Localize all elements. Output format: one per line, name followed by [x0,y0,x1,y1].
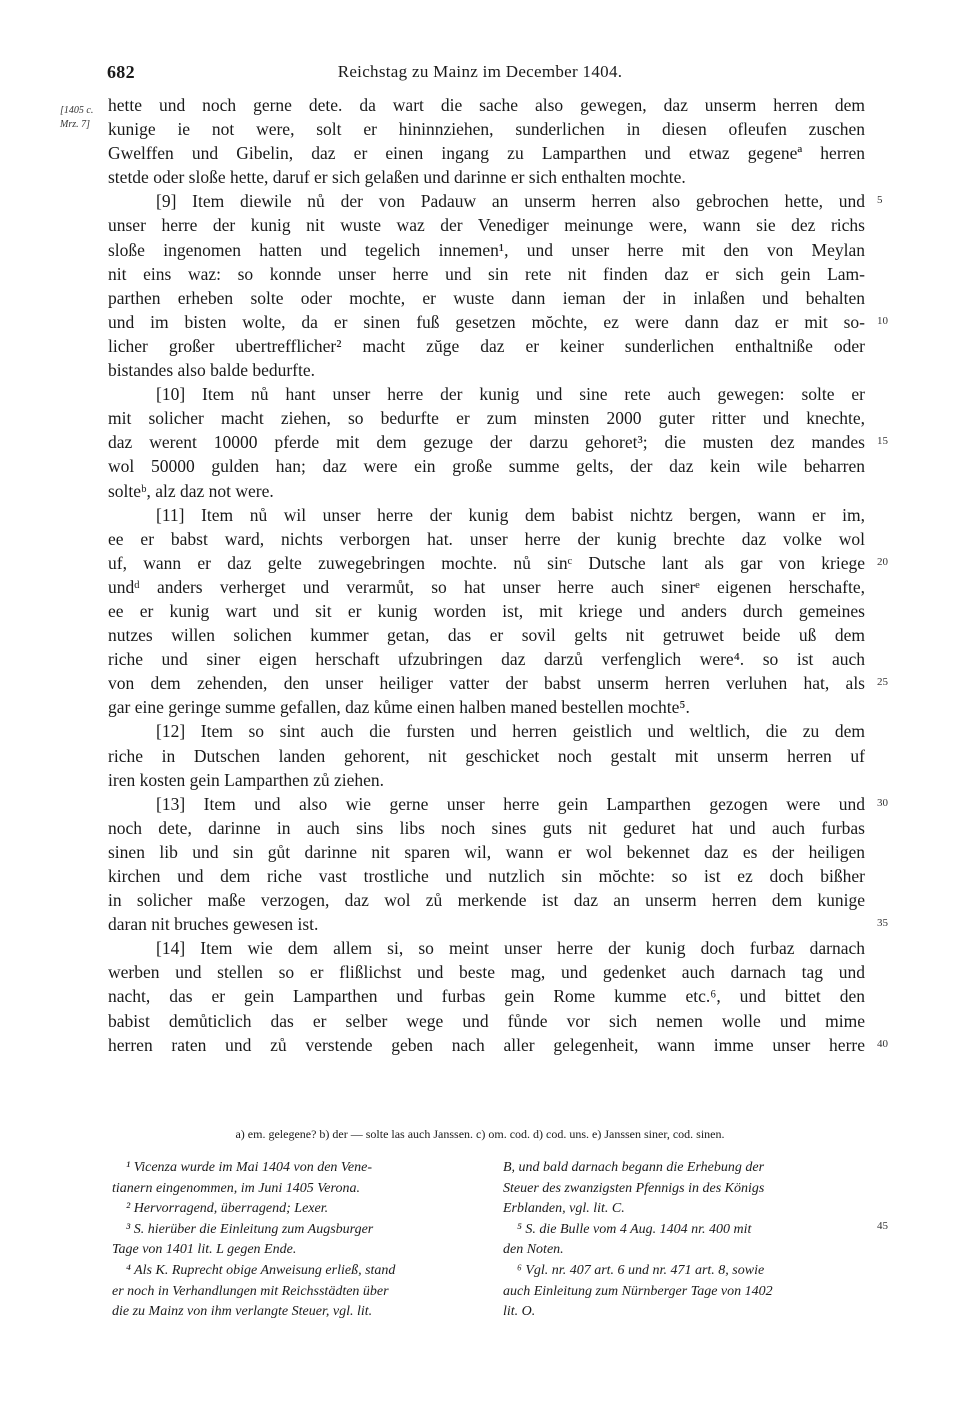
text-line: sinen lib und sin gůt darinne nit sparen wil, wann er wol bekennet daz es der heiligen [108,841,865,862]
line-number: 25 [877,676,888,689]
text-line: [10] Item nů hant unser herre der kunig und sine rete auch gewegen: solte er [156,384,865,405]
text-line: nit eins waz: so konnde unser herre und sin rete nit finden daz er sich gein Lam- [108,263,865,284]
footnote-line: den Noten. [503,1242,564,1258]
text-line: [9] Item diewile nů der von Padauw an unserm herren also gebrochen hette, und [156,191,865,212]
text-line: uf, wann er daz gelte zuwegebringen mochte. nů sinᶜ Dutsche lant als gar von kriege [108,552,865,573]
text-line: in solicher maße verzogen, daz wol zů merkende ist daz an unserm herren dem kunige [108,890,865,911]
footnote-line: auch Einleitung zum Nürnberger Tage von 1402 [503,1283,773,1299]
footnote-line: tianern eingenommen, im Juni 1405 Verona. [112,1180,360,1196]
text-line: undᵈ anders verherget und verarmůt, so hat unser herre auch sinerᵉ eigenen herschafte, [108,576,865,597]
text-line: und im bisten wolte, da er sinen fuß gesetzen mŏchte, ez were dann daz er mit so- [108,311,865,332]
variant-notes: a) em. gelegene? b) der — solte las auch Janssen. c) om. cod. d) cod. uns. e) Janssen siner, cod. sinen. [235,1127,725,1141]
footnotes-right-column [503,1158,868,1323]
text-line: solteᵇ, alz daz not were. [108,480,274,501]
footnote-line: Steuer des zwanzigsten Pfennigs in des Königs [503,1180,765,1196]
text-line: riche und siner eigen herschaft ufzubringen daz darzů verfenglich were⁴. so ist auch [108,649,865,670]
footnote-line: Tage von 1401 lit. L gegen Ende. [112,1242,297,1258]
text-line: herren raten und zů verstende geben nach aller gelegenheit, wann imme unser herre [108,1034,865,1055]
main-text-block [108,93,865,1057]
footnote-line: ⁵ S. die Bulle vom 4 Aug. 1404 nr. 400 mit [517,1221,752,1237]
text-line: hette und noch gerne dete. da wart die sache also gewegen, daz unserm herren dem [108,95,865,115]
footnote-line: die zu Mainz von ihm verlangte Steuer, vgl. lit. [112,1304,373,1320]
line-number: 40 [877,1037,888,1050]
text-line: sloße ingenomen hatten und tegelich innemen¹, und unser herre mit den von Meylan [108,239,865,260]
margin-date-note: [1405 c. Mrz. 7] [60,105,94,130]
text-line: [14] Item wie dem allem si, so meint unser herre der kunig doch furbaz darnach [156,938,865,959]
line-number: 30 [877,796,888,809]
text-line: ee er kunig wart und sit er kunig worden ist, mit kriege und anders durch gemeines [108,600,865,621]
text-line: daran nit bruches gewesen ist. [108,914,319,935]
page-number: 682 [107,62,135,82]
line-number: 5 [877,194,883,207]
text-line: kunige ie not were, solt er hininnziehen, sunderlichen in diesen ofleufen zuschen [108,119,865,140]
running-title: Reichstag zu Mainz im December 1404. [337,62,623,81]
text-line: mit solicher macht ziehen, so bedurfte er zum minsten 2000 guter ritter und knechte, [108,408,865,429]
text-line: ee er babst ward, nichts verborgen hat. unser herre der kunig brechte daz volke wol [108,528,865,549]
line-number: 10 [877,314,888,327]
text-line: Gwelffen und Gibelin, daz er einen ingang zu Lamparthen und etwaz gegeneª herren [108,143,865,164]
text-line: noch dete, darinne in auch sins libs noch sines guts nit geduret hat und auch furbas [108,817,865,838]
text-line: nacht, das er gein Lamparthen und furbas gein Rome kumme etc.⁶, und bittet den [108,986,865,1007]
footnote-line: ³ S. hierüber die Einleitung zum Augsburger [126,1221,374,1237]
text-line: stetde oder sloße hette, daruf er sich gelaßen und darinne er sich enthalten mochte. [108,167,686,188]
text-line: [11] Item nů wil unser herre der kunig dem babist nichtz bergen, wann er im, [156,504,865,525]
footnote-line: B, und bald darnach begann die Erhebung der [503,1160,765,1175]
text-line: daz werent 10000 pferde mit dem gezuge der darzu gehoret³; die musten dez mandes [108,432,865,453]
footnote-line: ⁶ Vgl. nr. 407 art. 6 und nr. 471 art. 8, sowie [517,1262,765,1278]
footnotes-left-column [112,1158,477,1323]
footnote-line: lit. O. [503,1304,536,1320]
footnote-line: ⁴ Als K. Ruprecht obige Anweisung erließ, stand [126,1262,396,1278]
footnote-line: ¹ Vicenza wurde im Mai 1404 von den Vene- [126,1160,373,1175]
text-line: [13] Item und also wie gerne unser herre gein Lamparthen gezogen were und [156,793,865,814]
text-line: unser herre der kunig nit wuste waz der Venediger meinunge were, wann sie dez richs [108,215,865,236]
text-line: werben und stellen so er flißlichst und beste mag, und gedenket auch darnach tag und [108,962,865,983]
text-line: licher großer ubertrefflicher² macht zŭge daz er keiner sunderlichen enthaltniße oder [108,335,865,356]
footnote-line: Erblanden, vgl. lit. C. [503,1201,625,1217]
text-line: nutzes willen solichen kummer getan, das er sovil gelts nit getruwet beide uß dem [108,625,865,646]
text-line: babist demůticlich das er selber wege und fůnde vor sich nemen wolle und mime [108,1010,865,1031]
line-number: 15 [877,435,888,448]
text-line: wol 50000 gulden han; daz were ein große summe gelts, der daz kein wile beharren [108,456,865,477]
footnote-line-number: 45 [877,1220,888,1232]
text-line: kirchen und dem riche vast trostliche und nutzlich sin mŏchte: so ist ez doch bißher [108,866,865,886]
text-line: iren kosten gein Lamparthen zů ziehen. [108,769,385,790]
text-line: von dem zehenden, den unser heiliger vatter der babst unserm herren verluhen hat, als [108,673,865,694]
footnote-line: ² Hervorragend, überragend; Lexer. [126,1201,329,1217]
text-line: gar eine geringe summe gefallen, daz kůme einen halben maned bestellen mochte⁵. [108,697,690,718]
line-number: 35 [877,917,888,930]
text-line: parthen erheben solte oder mochte, er wuste dann ieman der in inlaßen und behalten [108,287,865,308]
line-number: 20 [877,555,888,568]
text-line: [12] Item so sint auch die fursten und herren geistlich und weltlich, die zu dem [156,721,865,742]
text-line: bistandes also balde bedurfte. [108,360,316,381]
footnote-line: er noch in Verhandlungen mit Reichsstädten über [112,1283,389,1299]
text-line: riche in Dutschen landen gehorent, nit geschicket noch gestalt mit unserm herren uf [108,745,865,766]
